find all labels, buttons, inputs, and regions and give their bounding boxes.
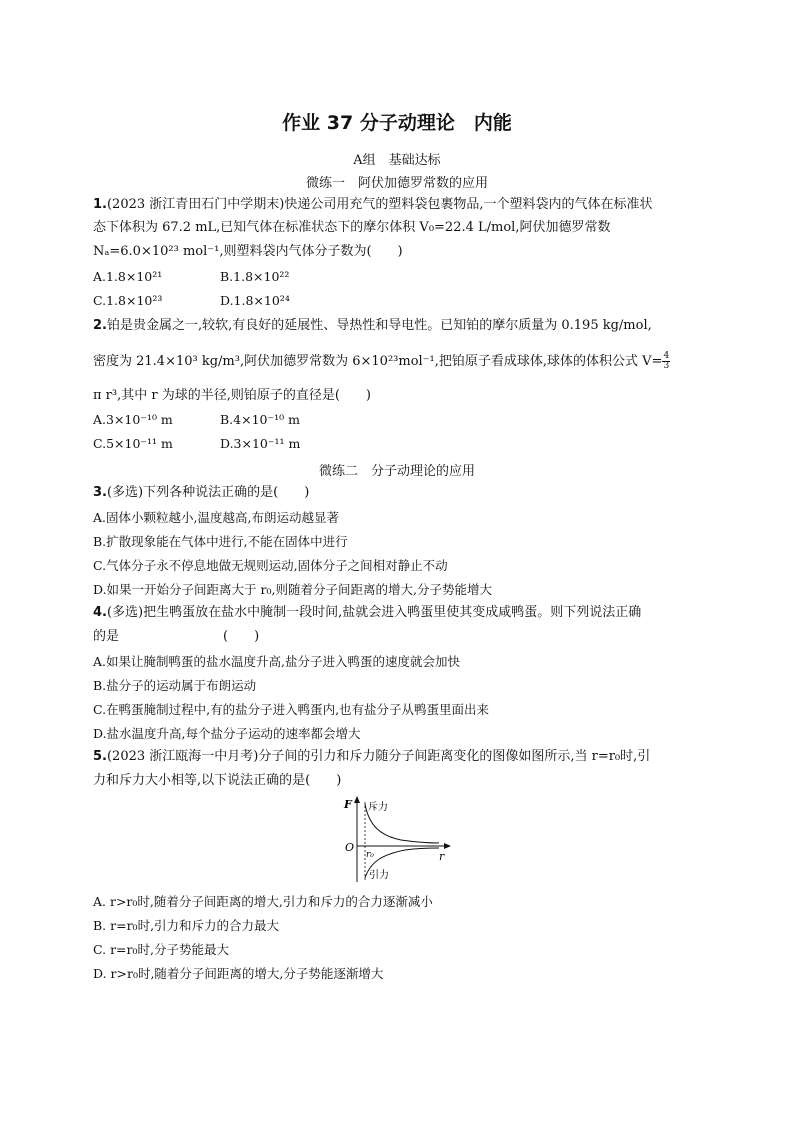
q2-option-b: B.4×10⁻¹⁰ m: [220, 412, 300, 427]
q1-option-c: C.1.8×10²³: [93, 293, 163, 308]
q4-line-2: 的是 ( ): [93, 629, 260, 644]
q2-line-2: [93, 352, 670, 371]
q5-text-1: (2023 浙江瓯海一中月考)分子间的引力和斥力随分子间距离变化的图像如图所示,当 r=r₀时,引: [106, 749, 651, 764]
attraction-label: 引力: [369, 870, 389, 881]
q5-line-2: 力和斥力大小相等,以下说法正确的是( ): [93, 773, 342, 788]
q2-option-d: D.3×10⁻¹¹ m: [220, 436, 301, 451]
q3-option-c: C.气体分子永不停息地做无规则运动,固体分子之间相对静止不动: [93, 558, 448, 573]
r0-label: r₀: [366, 850, 374, 860]
q1-option-b: B.1.8×10²²: [220, 269, 290, 284]
q5-line-1: [93, 748, 650, 766]
section-heading-1: 微练一 阿伏加德罗常数的应用: [305, 176, 488, 191]
q3-option-b: B.扩散现象能在气体中进行,不能在固体中进行: [93, 534, 348, 549]
q3-option-d: D.如果一开始分子间距离大于 r₀,则随着分子间距离的增大,分子势能增大: [93, 582, 492, 597]
q1-line-3: Nₐ=6.0×10²³ mol⁻¹,则塑料袋内气体分子数为( ): [93, 244, 403, 259]
q4-text-1: (多选)把生鸭蛋放在盐水中腌制一段时间,盐就会进入鸭蛋里使其变成咸鸭蛋。则下列说法正确: [106, 605, 642, 620]
q5-number: 5.: [93, 749, 107, 764]
q3-stem: [93, 484, 309, 502]
q3-option-a: A.固体小颗粒越小,温度越高,布朗运动越显著: [93, 510, 339, 525]
q2-line-1: [93, 317, 652, 335]
q1-option-a: A.1.8×10²¹: [93, 269, 163, 284]
origin-label: O: [345, 841, 355, 854]
q5-option-b: B. r=r₀时,引力和斥力的合力最大: [93, 918, 280, 933]
q5-option-a: A. r>r₀时,随着分子间距离的增大,引力和斥力的合力逐渐减小: [93, 894, 433, 909]
q5-option-d: D. r>r₀时,随着分子间距离的增大,分子势能逐渐增大: [93, 966, 384, 981]
x-axis-arrow: [444, 843, 451, 849]
page-title: 作业 37 分子动理论 内能: [282, 112, 512, 134]
q1-number: 1.: [93, 197, 107, 212]
q4-line-1: [93, 604, 641, 622]
q4-option-a: A.如果让腌制鸭蛋的盐水温度升高,盐分子进入鸭蛋的速度就会加快: [93, 654, 460, 669]
q2-number: 2.: [93, 318, 107, 333]
axis-x-label: r: [439, 850, 445, 863]
q1-line-1: [93, 196, 652, 214]
q1-option-d: D.1.8×10²⁴: [220, 293, 290, 308]
section-heading-2: 微练二 分子动理论的应用: [318, 464, 475, 479]
q5-option-c: C. r=r₀时,分子势能最大: [93, 942, 229, 957]
y-axis-arrow: [354, 796, 360, 803]
q4-option-b: B.盐分子的运动属于布朗运动: [93, 678, 257, 693]
q3-number: 3.: [93, 485, 107, 500]
force-distance-figure: [335, 794, 460, 884]
q2-option-a: A.3×10⁻¹⁰ m: [93, 412, 173, 427]
axis-y-label: F: [344, 798, 352, 811]
q2-line-3: π r³,其中 r 为球的半径,则铂原子的直径是( ): [93, 388, 371, 403]
repulsion-label: 斥力: [368, 802, 388, 813]
q3-text: (多选)下列各种说法正确的是( ): [106, 485, 310, 500]
volume-fraction: [662, 352, 670, 371]
q4-number: 4.: [93, 605, 107, 620]
q4-option-d: D.盐水温度升高,每个盐分子运动的速率都会增大: [93, 726, 361, 741]
q2-option-c: C.5×10⁻¹¹ m: [93, 436, 173, 451]
q2-text-2: 密度为 21.4×10³ kg/m³,阿伏加德罗常数为 6×10²³mol⁻¹,把铂原子看成球体,球体的体积公式 V=: [93, 354, 663, 369]
q1-line-2: 态下体积为 67.2 mL,已知气体在标准状态下的摩尔体积 V₀=22.4 L/mol,阿伏加德罗常数: [93, 220, 611, 235]
q4-option-c: C.在鸭蛋腌制过程中,有的盐分子进入鸭蛋内,也有盐分子从鸭蛋里面出来: [93, 702, 490, 717]
group-heading: A组 基础达标: [353, 153, 441, 168]
fraction-numerator: 4: [663, 351, 670, 361]
q1-text-1: (2023 浙江青田石门中学期末)快递公司用充气的塑料袋包裹物品,一个塑料袋内的气体在标准状: [106, 197, 653, 212]
fraction-denominator: 3: [663, 361, 670, 371]
q2-text-1: 铂是贵金属之一,较软,有良好的延展性、导热性和导电性。已知铂的摩尔质量为 0.195 kg/mol,: [106, 318, 652, 333]
